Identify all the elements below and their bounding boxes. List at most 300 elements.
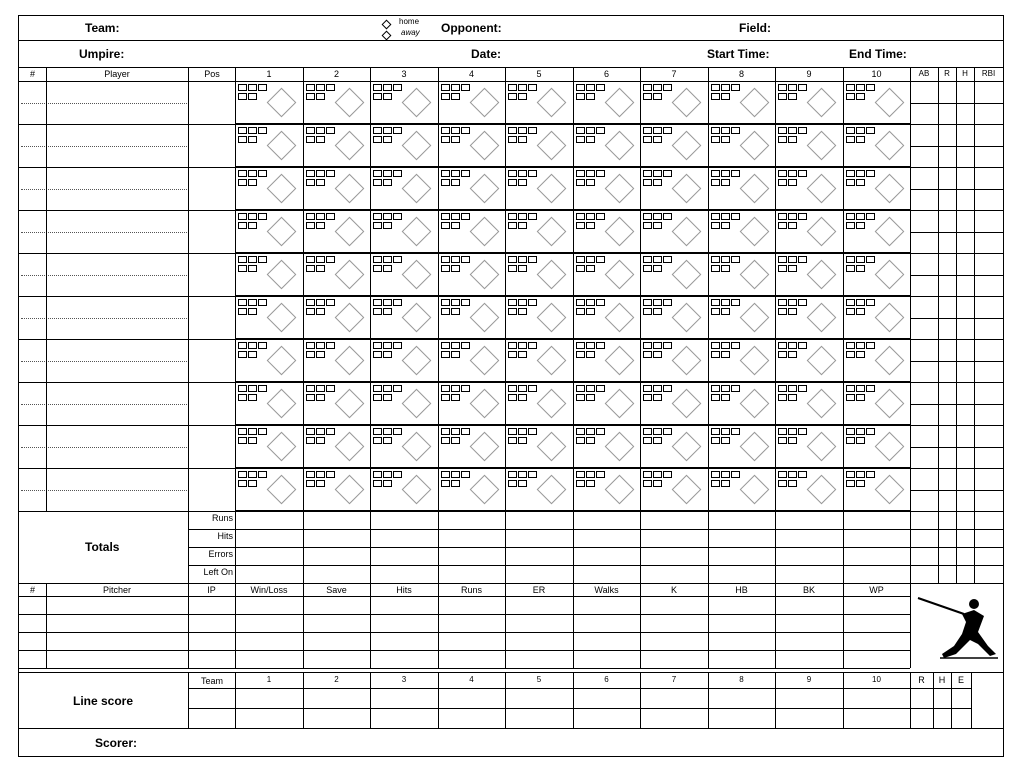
count-box[interactable] <box>731 127 740 134</box>
count-box[interactable] <box>576 308 585 315</box>
count-box[interactable] <box>576 93 585 100</box>
count-box[interactable] <box>518 385 527 392</box>
count-box[interactable] <box>248 179 257 186</box>
count-box[interactable] <box>846 299 855 306</box>
count-box[interactable] <box>721 136 730 143</box>
count-box[interactable] <box>788 84 797 91</box>
count-box[interactable] <box>721 299 730 306</box>
count-box[interactable] <box>461 170 470 177</box>
count-box[interactable] <box>508 471 517 478</box>
count-box[interactable] <box>778 127 787 134</box>
count-box[interactable] <box>451 179 460 186</box>
count-box[interactable] <box>238 179 247 186</box>
count-box[interactable] <box>643 428 652 435</box>
count-box[interactable] <box>576 385 585 392</box>
count-box[interactable] <box>508 136 517 143</box>
count-box[interactable] <box>451 265 460 272</box>
count-box[interactable] <box>643 308 652 315</box>
count-box[interactable] <box>778 136 787 143</box>
count-box[interactable] <box>518 93 527 100</box>
count-box[interactable] <box>778 256 787 263</box>
count-box[interactable] <box>316 136 325 143</box>
count-box[interactable] <box>383 342 392 349</box>
count-box[interactable] <box>393 170 402 177</box>
count-box[interactable] <box>586 308 595 315</box>
count-box[interactable] <box>721 84 730 91</box>
count-box[interactable] <box>846 179 855 186</box>
count-box[interactable] <box>441 127 450 134</box>
count-box[interactable] <box>316 471 325 478</box>
count-box[interactable] <box>461 299 470 306</box>
count-box[interactable] <box>316 84 325 91</box>
count-box[interactable] <box>373 84 382 91</box>
count-box[interactable] <box>721 179 730 186</box>
count-box[interactable] <box>248 256 257 263</box>
count-box[interactable] <box>508 222 517 229</box>
count-box[interactable] <box>596 385 605 392</box>
count-box[interactable] <box>653 308 662 315</box>
count-box[interactable] <box>238 136 247 143</box>
count-box[interactable] <box>643 471 652 478</box>
count-box[interactable] <box>643 127 652 134</box>
count-box[interactable] <box>518 213 527 220</box>
count-box[interactable] <box>846 385 855 392</box>
count-box[interactable] <box>258 428 267 435</box>
count-box[interactable] <box>518 437 527 444</box>
count-box[interactable] <box>778 84 787 91</box>
count-box[interactable] <box>373 222 382 229</box>
count-box[interactable] <box>653 265 662 272</box>
count-box[interactable] <box>316 385 325 392</box>
count-box[interactable] <box>643 256 652 263</box>
count-box[interactable] <box>653 84 662 91</box>
home-away-selector[interactable] <box>379 17 439 41</box>
count-box[interactable] <box>393 385 402 392</box>
count-box[interactable] <box>508 308 517 315</box>
count-box[interactable] <box>451 170 460 177</box>
count-box[interactable] <box>518 179 527 186</box>
count-box[interactable] <box>393 84 402 91</box>
count-box[interactable] <box>258 256 267 263</box>
count-box[interactable] <box>653 437 662 444</box>
count-box[interactable] <box>778 213 787 220</box>
count-box[interactable] <box>383 222 392 229</box>
count-box[interactable] <box>258 299 267 306</box>
count-box[interactable] <box>653 471 662 478</box>
count-box[interactable] <box>846 480 855 487</box>
count-box[interactable] <box>248 136 257 143</box>
count-box[interactable] <box>596 170 605 177</box>
count-box[interactable] <box>788 93 797 100</box>
count-box[interactable] <box>518 342 527 349</box>
count-box[interactable] <box>316 480 325 487</box>
count-box[interactable] <box>788 127 797 134</box>
count-box[interactable] <box>518 265 527 272</box>
count-box[interactable] <box>653 299 662 306</box>
count-box[interactable] <box>306 84 315 91</box>
count-box[interactable] <box>653 93 662 100</box>
count-box[interactable] <box>306 385 315 392</box>
count-box[interactable] <box>721 471 730 478</box>
count-box[interactable] <box>383 93 392 100</box>
count-box[interactable] <box>441 213 450 220</box>
count-box[interactable] <box>846 394 855 401</box>
count-box[interactable] <box>373 265 382 272</box>
count-box[interactable] <box>788 299 797 306</box>
count-box[interactable] <box>451 437 460 444</box>
count-box[interactable] <box>846 222 855 229</box>
count-box[interactable] <box>238 170 247 177</box>
count-box[interactable] <box>258 342 267 349</box>
count-box[interactable] <box>731 385 740 392</box>
count-box[interactable] <box>528 213 537 220</box>
count-box[interactable] <box>528 299 537 306</box>
count-box[interactable] <box>441 480 450 487</box>
count-box[interactable] <box>778 170 787 177</box>
count-box[interactable] <box>383 170 392 177</box>
count-box[interactable] <box>798 213 807 220</box>
count-box[interactable] <box>326 342 335 349</box>
count-box[interactable] <box>383 351 392 358</box>
count-box[interactable] <box>576 428 585 435</box>
count-box[interactable] <box>451 385 460 392</box>
count-box[interactable] <box>461 256 470 263</box>
count-box[interactable] <box>731 428 740 435</box>
count-box[interactable] <box>576 437 585 444</box>
count-box[interactable] <box>383 480 392 487</box>
count-box[interactable] <box>508 351 517 358</box>
count-box[interactable] <box>856 170 865 177</box>
count-box[interactable] <box>306 127 315 134</box>
count-box[interactable] <box>721 127 730 134</box>
count-box[interactable] <box>238 342 247 349</box>
count-box[interactable] <box>653 136 662 143</box>
count-box[interactable] <box>316 170 325 177</box>
count-box[interactable] <box>248 394 257 401</box>
count-box[interactable] <box>731 256 740 263</box>
count-box[interactable] <box>316 437 325 444</box>
count-box[interactable] <box>451 93 460 100</box>
count-box[interactable] <box>508 256 517 263</box>
count-box[interactable] <box>461 342 470 349</box>
count-box[interactable] <box>383 394 392 401</box>
count-box[interactable] <box>643 351 652 358</box>
count-box[interactable] <box>643 342 652 349</box>
count-box[interactable] <box>788 428 797 435</box>
count-box[interactable] <box>788 480 797 487</box>
count-box[interactable] <box>518 394 527 401</box>
count-box[interactable] <box>518 127 527 134</box>
count-box[interactable] <box>306 222 315 229</box>
count-box[interactable] <box>586 127 595 134</box>
count-box[interactable] <box>326 299 335 306</box>
count-box[interactable] <box>393 299 402 306</box>
count-box[interactable] <box>778 480 787 487</box>
count-box[interactable] <box>518 428 527 435</box>
count-box[interactable] <box>393 428 402 435</box>
count-box[interactable] <box>441 256 450 263</box>
count-box[interactable] <box>326 471 335 478</box>
count-box[interactable] <box>653 170 662 177</box>
count-box[interactable] <box>373 170 382 177</box>
count-box[interactable] <box>248 437 257 444</box>
count-box[interactable] <box>788 308 797 315</box>
count-box[interactable] <box>721 394 730 401</box>
count-box[interactable] <box>778 93 787 100</box>
count-box[interactable] <box>711 385 720 392</box>
count-box[interactable] <box>711 84 720 91</box>
count-box[interactable] <box>441 471 450 478</box>
count-box[interactable] <box>866 170 875 177</box>
count-box[interactable] <box>306 351 315 358</box>
count-box[interactable] <box>846 308 855 315</box>
count-box[interactable] <box>461 428 470 435</box>
count-box[interactable] <box>711 179 720 186</box>
count-box[interactable] <box>711 351 720 358</box>
count-box[interactable] <box>866 342 875 349</box>
count-box[interactable] <box>383 213 392 220</box>
count-box[interactable] <box>316 299 325 306</box>
count-box[interactable] <box>248 127 257 134</box>
count-box[interactable] <box>856 480 865 487</box>
count-box[interactable] <box>721 342 730 349</box>
count-box[interactable] <box>373 428 382 435</box>
count-box[interactable] <box>778 428 787 435</box>
count-box[interactable] <box>441 342 450 349</box>
count-box[interactable] <box>711 265 720 272</box>
count-box[interactable] <box>721 308 730 315</box>
count-box[interactable] <box>643 394 652 401</box>
count-box[interactable] <box>798 84 807 91</box>
count-box[interactable] <box>306 342 315 349</box>
count-box[interactable] <box>326 385 335 392</box>
count-box[interactable] <box>856 299 865 306</box>
count-box[interactable] <box>576 213 585 220</box>
count-box[interactable] <box>576 471 585 478</box>
count-box[interactable] <box>306 170 315 177</box>
count-box[interactable] <box>508 127 517 134</box>
count-box[interactable] <box>663 213 672 220</box>
count-box[interactable] <box>846 351 855 358</box>
count-box[interactable] <box>856 471 865 478</box>
count-box[interactable] <box>643 222 652 229</box>
count-box[interactable] <box>528 342 537 349</box>
count-box[interactable] <box>798 256 807 263</box>
count-box[interactable] <box>518 299 527 306</box>
count-box[interactable] <box>306 256 315 263</box>
count-box[interactable] <box>383 471 392 478</box>
count-box[interactable] <box>856 394 865 401</box>
count-box[interactable] <box>451 471 460 478</box>
count-box[interactable] <box>711 299 720 306</box>
count-box[interactable] <box>528 471 537 478</box>
count-box[interactable] <box>643 136 652 143</box>
count-box[interactable] <box>238 222 247 229</box>
count-box[interactable] <box>711 437 720 444</box>
count-box[interactable] <box>596 127 605 134</box>
count-box[interactable] <box>248 170 257 177</box>
count-box[interactable] <box>596 213 605 220</box>
count-box[interactable] <box>248 299 257 306</box>
count-box[interactable] <box>238 93 247 100</box>
count-box[interactable] <box>373 308 382 315</box>
count-box[interactable] <box>653 342 662 349</box>
count-box[interactable] <box>788 179 797 186</box>
count-box[interactable] <box>316 428 325 435</box>
count-box[interactable] <box>778 308 787 315</box>
count-box[interactable] <box>248 93 257 100</box>
count-box[interactable] <box>528 385 537 392</box>
count-box[interactable] <box>238 428 247 435</box>
count-box[interactable] <box>653 213 662 220</box>
count-box[interactable] <box>643 213 652 220</box>
count-box[interactable] <box>528 84 537 91</box>
count-box[interactable] <box>596 299 605 306</box>
count-box[interactable] <box>731 84 740 91</box>
count-box[interactable] <box>306 394 315 401</box>
count-box[interactable] <box>586 222 595 229</box>
count-box[interactable] <box>731 213 740 220</box>
count-box[interactable] <box>711 136 720 143</box>
count-box[interactable] <box>576 265 585 272</box>
count-box[interactable] <box>306 471 315 478</box>
count-box[interactable] <box>373 136 382 143</box>
count-box[interactable] <box>846 127 855 134</box>
count-box[interactable] <box>663 471 672 478</box>
count-box[interactable] <box>393 342 402 349</box>
count-box[interactable] <box>586 84 595 91</box>
count-box[interactable] <box>508 480 517 487</box>
count-box[interactable] <box>788 471 797 478</box>
count-box[interactable] <box>238 480 247 487</box>
count-box[interactable] <box>866 385 875 392</box>
count-box[interactable] <box>846 428 855 435</box>
count-box[interactable] <box>238 385 247 392</box>
count-box[interactable] <box>326 428 335 435</box>
count-box[interactable] <box>316 308 325 315</box>
count-box[interactable] <box>451 342 460 349</box>
count-box[interactable] <box>596 84 605 91</box>
count-box[interactable] <box>788 213 797 220</box>
count-box[interactable] <box>788 394 797 401</box>
count-box[interactable] <box>576 127 585 134</box>
count-box[interactable] <box>248 471 257 478</box>
count-box[interactable] <box>238 351 247 358</box>
count-box[interactable] <box>248 265 257 272</box>
count-box[interactable] <box>798 428 807 435</box>
count-box[interactable] <box>798 170 807 177</box>
count-box[interactable] <box>316 93 325 100</box>
count-box[interactable] <box>248 385 257 392</box>
count-box[interactable] <box>528 428 537 435</box>
count-box[interactable] <box>576 351 585 358</box>
count-box[interactable] <box>248 213 257 220</box>
count-box[interactable] <box>373 480 382 487</box>
count-box[interactable] <box>508 428 517 435</box>
count-box[interactable] <box>238 213 247 220</box>
count-box[interactable] <box>711 394 720 401</box>
count-box[interactable] <box>451 84 460 91</box>
count-box[interactable] <box>663 84 672 91</box>
count-box[interactable] <box>316 179 325 186</box>
count-box[interactable] <box>576 342 585 349</box>
count-box[interactable] <box>441 437 450 444</box>
count-box[interactable] <box>528 170 537 177</box>
count-box[interactable] <box>798 299 807 306</box>
count-box[interactable] <box>586 256 595 263</box>
count-box[interactable] <box>373 342 382 349</box>
count-box[interactable] <box>248 342 257 349</box>
count-box[interactable] <box>778 394 787 401</box>
count-box[interactable] <box>508 265 517 272</box>
count-box[interactable] <box>373 299 382 306</box>
count-box[interactable] <box>798 342 807 349</box>
count-box[interactable] <box>258 471 267 478</box>
count-box[interactable] <box>586 170 595 177</box>
count-box[interactable] <box>643 179 652 186</box>
count-box[interactable] <box>576 222 585 229</box>
count-box[interactable] <box>383 265 392 272</box>
count-box[interactable] <box>373 351 382 358</box>
count-box[interactable] <box>528 256 537 263</box>
count-box[interactable] <box>441 93 450 100</box>
count-box[interactable] <box>373 93 382 100</box>
count-box[interactable] <box>306 480 315 487</box>
count-box[interactable] <box>248 428 257 435</box>
away-option-icon[interactable] <box>382 31 392 41</box>
count-box[interactable] <box>721 256 730 263</box>
count-box[interactable] <box>306 179 315 186</box>
count-box[interactable] <box>316 256 325 263</box>
count-box[interactable] <box>441 170 450 177</box>
count-box[interactable] <box>663 428 672 435</box>
count-box[interactable] <box>586 342 595 349</box>
count-box[interactable] <box>596 428 605 435</box>
count-box[interactable] <box>508 213 517 220</box>
count-box[interactable] <box>518 136 527 143</box>
count-box[interactable] <box>778 471 787 478</box>
count-box[interactable] <box>731 342 740 349</box>
count-box[interactable] <box>518 471 527 478</box>
count-box[interactable] <box>316 213 325 220</box>
count-box[interactable] <box>586 265 595 272</box>
count-box[interactable] <box>461 127 470 134</box>
count-box[interactable] <box>586 351 595 358</box>
count-box[interactable] <box>846 256 855 263</box>
count-box[interactable] <box>788 385 797 392</box>
count-box[interactable] <box>326 84 335 91</box>
count-box[interactable] <box>451 308 460 315</box>
count-box[interactable] <box>451 394 460 401</box>
count-box[interactable] <box>441 308 450 315</box>
count-box[interactable] <box>238 471 247 478</box>
count-box[interactable] <box>451 256 460 263</box>
count-box[interactable] <box>711 170 720 177</box>
count-box[interactable] <box>663 299 672 306</box>
count-box[interactable] <box>441 136 450 143</box>
count-box[interactable] <box>586 136 595 143</box>
count-box[interactable] <box>788 256 797 263</box>
count-box[interactable] <box>461 385 470 392</box>
count-box[interactable] <box>788 170 797 177</box>
count-box[interactable] <box>856 84 865 91</box>
count-box[interactable] <box>258 84 267 91</box>
count-box[interactable] <box>373 437 382 444</box>
count-box[interactable] <box>238 394 247 401</box>
count-box[interactable] <box>508 179 517 186</box>
count-box[interactable] <box>721 93 730 100</box>
count-box[interactable] <box>643 170 652 177</box>
